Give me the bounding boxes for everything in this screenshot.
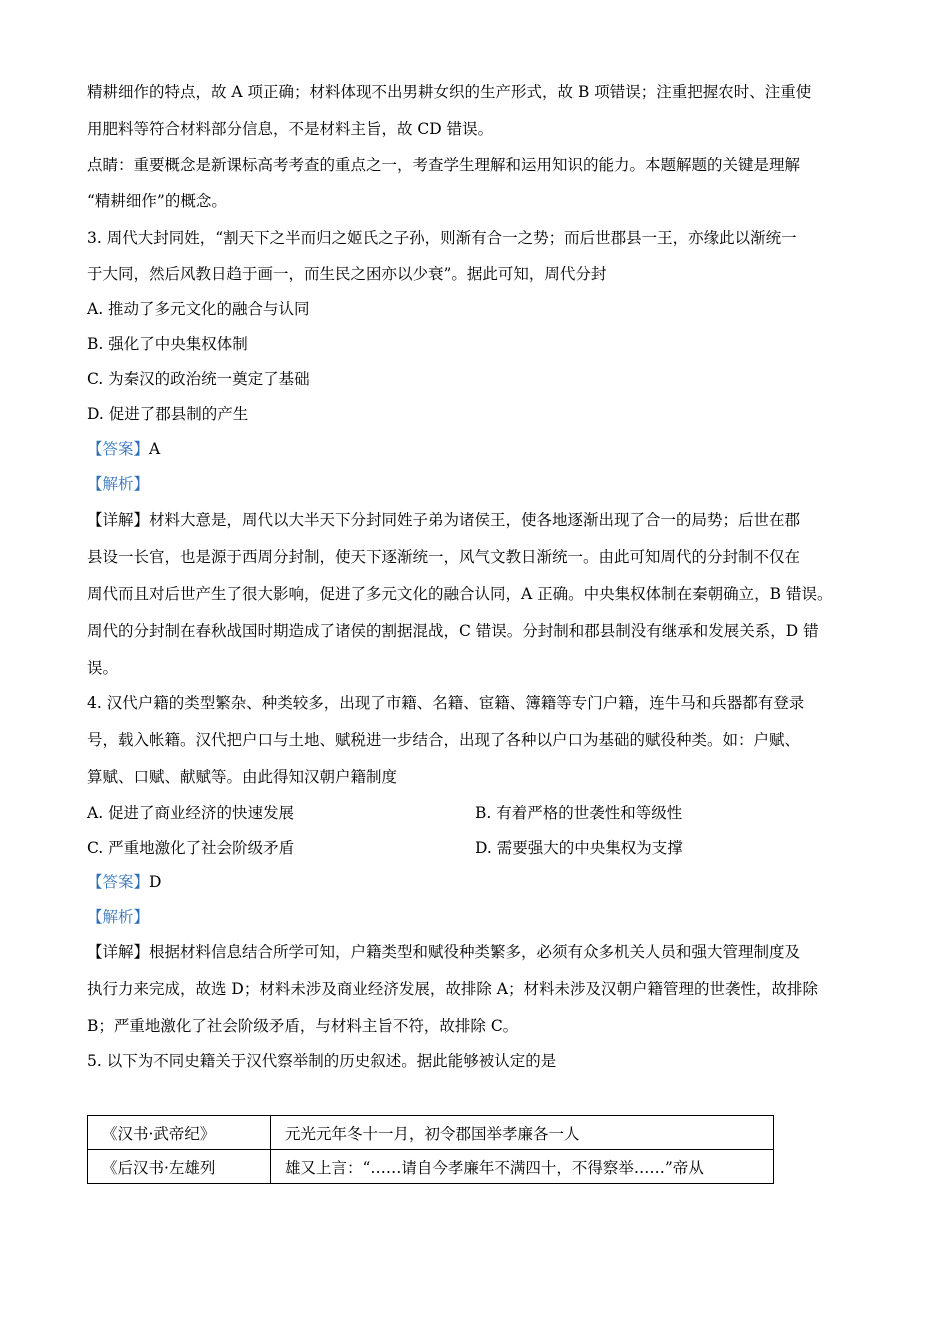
table-cell-content: 元光元年冬十一月，初令郡国举孝廉各一人 [271,1116,774,1150]
question-3-stem: 于大同，然后风教日趋于画一，而生民之困亦以少衰”。据此可知，周代分封 [87,265,607,283]
question-5-stem: 5. 以下为不同史籍关于汉代察举制的历史叙述。据此能够被认定的是 [87,1052,557,1070]
question-3-option-d: D. 促进了郡县制的产生 [87,405,249,423]
detail-text: 根据材料信息结合所学可知，户籍类型和赋役种类繁多，必须有众多机关人员和强大管理制度及 [149,943,801,961]
table-cell-content: 雄又上言：“……请自今孝廉年不满四十，不得察举……”帝从 [271,1150,774,1184]
question-5-table [87,1115,774,1184]
question-3-analysis-tag: 【解析】 [87,475,150,493]
table-cell-source: 《后汉书·左雄列 [88,1150,271,1184]
question-4-answer [87,872,161,892]
text-line: 精耕细作的特点，故 A 项正确；材料体现不出男耕女织的生产形式，故 B 项错误；注重把握农时、注重使 [87,83,812,101]
question-3-detail: 周代的分封制在春秋战国时期造成了诸侯的割据混战，C 错误。分封制和郡县制没有继承和发展关系，D 错 [87,622,819,640]
text-line: “精耕细作”的概念。 [87,192,227,210]
text-line: 点睛：重要概念是新课标高考考查的重点之一，考查学生理解和运用知识的能力。本题解题的关键是理解 [87,156,801,174]
table-cell-source: 《汉书·武帝纪》 [88,1116,271,1150]
text-line: 用肥料等符合材料部分信息，不是材料主旨，故 CD 错误。 [87,120,494,138]
detail-text: 材料大意是，周代以大半天下分封同姓子弟为诸侯王，使各地逐渐出现了合一的局势；后世在郡 [149,511,801,529]
answer-value: D [149,873,162,891]
answer-tag: 【答案】 [87,873,150,891]
question-4-detail [87,942,800,962]
question-4-option-d: D. 需要强大的中央集权为支撑 [475,839,683,857]
question-3-stem: 3. 周代大封同姓，“割天下之半而归之姬氏之子孙，则渐有合一之势；而后世郡县一王，亦缘此以渐统一 [87,229,797,247]
table-row [88,1150,774,1184]
question-4-option-b: B. 有着严格的世袭性和等级性 [475,804,683,822]
question-3-option-a: A. 推动了多元文化的融合与认同 [87,300,310,318]
table-row [88,1116,774,1150]
question-3-option-c: C. 为秦汉的政治统一奠定了基础 [87,370,310,388]
question-4-option-c: C. 严重地激化了社会阶级矛盾 [87,839,295,857]
question-3-detail: 县设一长官，也是源于西周分封制，使天下逐渐统一，风气文教日渐统一。由此可知周代的分封制不仅在 [87,548,801,566]
question-3-detail: 周代而且对后世产生了很大影响，促进了多元文化的融合认同，A 正确。中央集权体制在秦朝确立，B 错误。 [87,585,833,603]
detail-tag: 【详解】 [87,943,150,961]
answer-value: A [149,440,161,458]
question-3-option-b: B. 强化了中央集权体制 [87,335,248,353]
question-4-analysis-tag: 【解析】 [87,908,150,926]
question-4-stem: 号，载入帐籍。汉代把户口与土地、赋税进一步结合，出现了各种以户口为基础的赋役种类。如：户赋、 [87,731,801,749]
detail-tag: 【详解】 [87,511,150,529]
question-3-detail: 误。 [87,659,119,677]
question-3-answer [87,439,160,459]
question-4-stem: 算赋、口赋、献赋等。由此得知汉朝户籍制度 [87,768,398,786]
question-4-stem: 4. 汉代户籍的类型繁杂、种类较多，出现了市籍、名籍、宦籍、簿籍等专门户籍，连牛马和兵器都有登录 [87,694,805,712]
answer-tag: 【答案】 [87,440,150,458]
question-4-option-a: A. 促进了商业经济的快速发展 [87,804,295,822]
question-4-detail: B；严重地激化了社会阶级矛盾，与材料主旨不符，故排除 C。 [87,1017,519,1035]
question-4-detail: 执行力来完成，故选 D；材料未涉及商业经济发展，故排除 A；材料未涉及汉朝户籍管理的世袭性，故排除 [87,980,818,998]
question-3-detail [87,510,800,530]
